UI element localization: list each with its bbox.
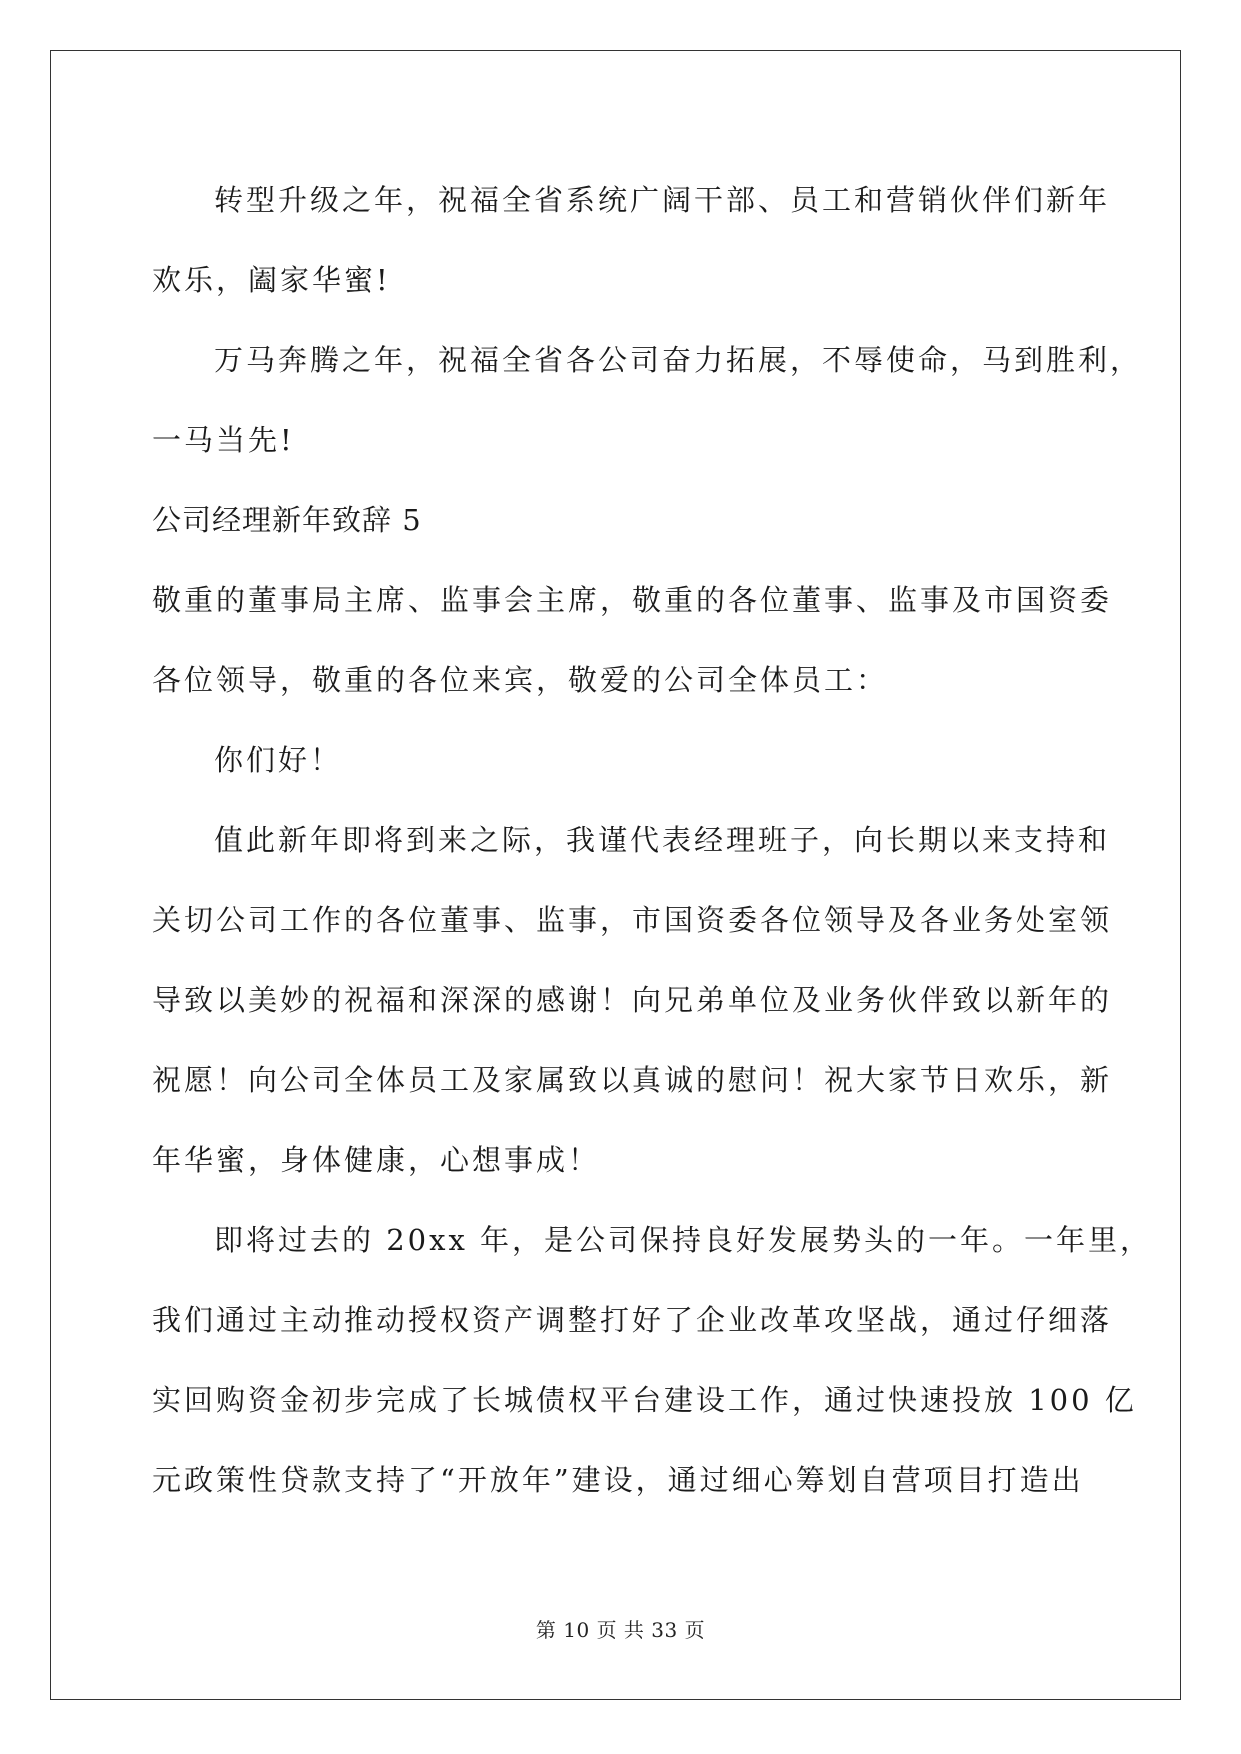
paragraph-line: 转型升级之年，祝福全省系统广阔干部、员工和营销伙伴们新年 [214, 183, 1111, 217]
paragraph-line: 一马当先! [152, 423, 295, 457]
paragraph-line: 欢乐，阖家华蜜! [152, 263, 391, 297]
paragraph-line: 导致以美妙的祝福和深深的感谢！向兄弟单位及业务伙伴致以新年的 [152, 983, 1113, 1017]
paragraph-line: 值此新年即将到来之际，我谨代表经理班子，向长期以来支持和 [214, 823, 1111, 857]
paragraph-line: 各位领导，敬重的各位来宾，敬爱的公司全体员工： [152, 663, 889, 697]
paragraph-line: 即将过去的 20xx 年，是公司保持良好发展势头的一年。一年里， [214, 1223, 1153, 1257]
section-heading: 公司经理新年致辞 5 [152, 503, 422, 537]
paragraph-line: 关切公司工作的各位董事、监事，市国资委各位领导及各业务处室领 [152, 903, 1113, 937]
paragraph-line: 敬重的董事局主席、监事会主席，敬重的各位董事、监事及市国资委 [152, 583, 1113, 617]
paragraph-line: 祝愿！向公司全体员工及家属致以真诚的慰问！祝大家节日欢乐，新 [152, 1063, 1113, 1097]
paragraph-line: 你们好！ [214, 743, 343, 777]
paragraph-line: 万马奔腾之年，祝福全省各公司奋力拓展，不辱使命，马到胜利， [214, 343, 1143, 377]
paragraph-line: 元政策性贷款支持了“开放年”建设，通过细心筹划自营项目打造出 [152, 1463, 1084, 1497]
paragraph-line: 我们通过主动推动授权资产调整打好了企业改革攻坚战，通过仔细落 [152, 1303, 1113, 1337]
paragraph-line: 实回购资金初步完成了长城债权平台建设工作，通过快速投放 100 亿 [152, 1383, 1137, 1417]
document-body [152, 160, 1153, 1520]
paragraph-line: 年华蜜，身体健康，心想事成！ [152, 1143, 601, 1177]
page-footer: 第 10 页 共 33 页 [535, 1618, 706, 1642]
